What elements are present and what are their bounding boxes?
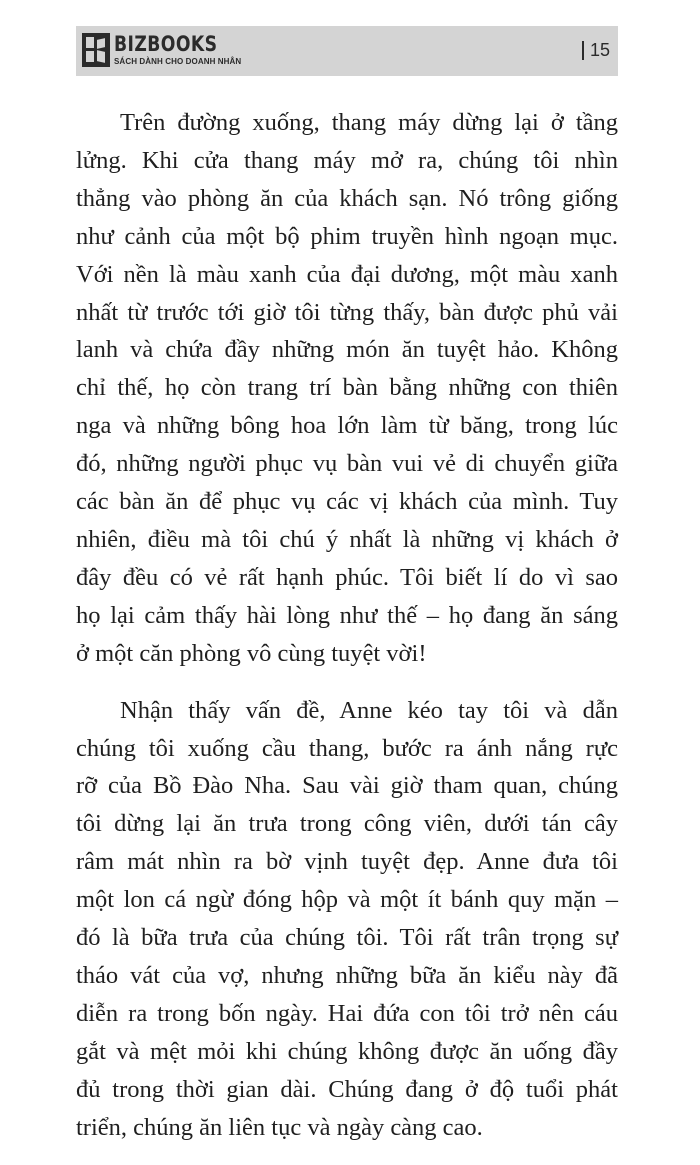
- paragraph-2: [76, 692, 618, 1147]
- text-line: Nhận thấy vấn đề, Anne kéo tay tôi và dẫn: [120, 696, 618, 724]
- text-line: đủ trong thời gian dài. Chúng đang ở độ tuổi phát: [76, 1075, 618, 1103]
- text-line: Trên đường xuống, thang máy dừng lại ở tầng: [120, 109, 618, 136]
- text-line: họ lại cảm thấy hài lòng như thế – họ đang ăn sáng: [76, 601, 618, 629]
- page-number-divider: [582, 41, 584, 60]
- publisher-logo: [82, 33, 241, 67]
- text-line: các bàn ăn để phục vụ các vị khách của mình. Tuy: [76, 488, 618, 516]
- book-logo-icon: [82, 33, 110, 67]
- text-line: tôi dừng lại ăn trưa trong công viên, dưới tán cây: [76, 810, 618, 838]
- text-line: nga và những bông hoa lớn làm từ băng, trong lúc: [76, 412, 618, 440]
- text-line: thẳng vào phòng ăn của khách sạn. Nó trông giống: [76, 184, 618, 212]
- text-line: tháo vát của vợ, nhưng những bữa ăn kiểu này đã: [76, 961, 618, 989]
- text-line: triển, chúng ăn liên tục và ngày càng cao.: [76, 1113, 483, 1141]
- text-line: lanh và chứa đầy những món ăn tuyệt hảo. Không: [76, 336, 618, 364]
- text-line: một lon cá ngừ đóng hộp và một ít bánh quy mặn –: [76, 886, 618, 914]
- text-line: diễn ra trong bốn ngày. Hai đứa con tôi trở nên cáu: [76, 999, 618, 1027]
- brand-tagline: SÁCH DÀNH CHO DOANH NHÂN: [114, 57, 242, 66]
- text-line: nhất từ trước tới giờ tôi từng thấy, bàn được phủ vải: [76, 298, 618, 326]
- text-line: nhiên, điều mà tôi chú ý nhất là những vị khách ở: [76, 525, 618, 553]
- page-number-block: [582, 40, 610, 61]
- text-line: Với nền là màu xanh của đại dương, một màu xanh: [76, 260, 618, 288]
- text-line: đó là bữa trưa của chúng tôi. Tôi rất trân trọng sự: [76, 924, 618, 952]
- text-line: râm mát nhìn ra bờ vịnh tuyệt đẹp. Anne đưa tôi: [76, 848, 618, 876]
- text-line: rỡ của Bồ Đào Nha. Sau vài giờ tham quan, chúng: [76, 772, 618, 800]
- text-line: chúng tôi xuống cầu thang, bước ra ánh nắng rực: [76, 734, 618, 762]
- page-number: 15: [589, 40, 610, 60]
- text-line: ở một căn phòng vô cùng tuyệt vời!: [76, 639, 427, 667]
- brand-name: BIZBOOKS: [114, 32, 218, 56]
- text-line: gắt và mệt mỏi khi chúng không được ăn uống đầy: [76, 1037, 618, 1065]
- text-line: như cảnh của một bộ phim truyền hình ngoạn mục.: [76, 222, 618, 250]
- text-line: chỉ thế, họ còn trang trí bàn bằng những con thiên: [76, 374, 618, 402]
- body-text: [76, 104, 618, 1165]
- text-line: đây đều có vẻ rất hạnh phúc. Tôi biết lí do vì sao: [76, 563, 618, 591]
- running-header: [76, 26, 618, 76]
- text-line: lửng. Khi cửa thang máy mở ra, chúng tôi nhìn: [76, 146, 618, 174]
- text-line: đó, những người phục vụ bàn vui vẻ di chuyển giữa: [76, 450, 618, 478]
- paragraph-1: [76, 104, 618, 673]
